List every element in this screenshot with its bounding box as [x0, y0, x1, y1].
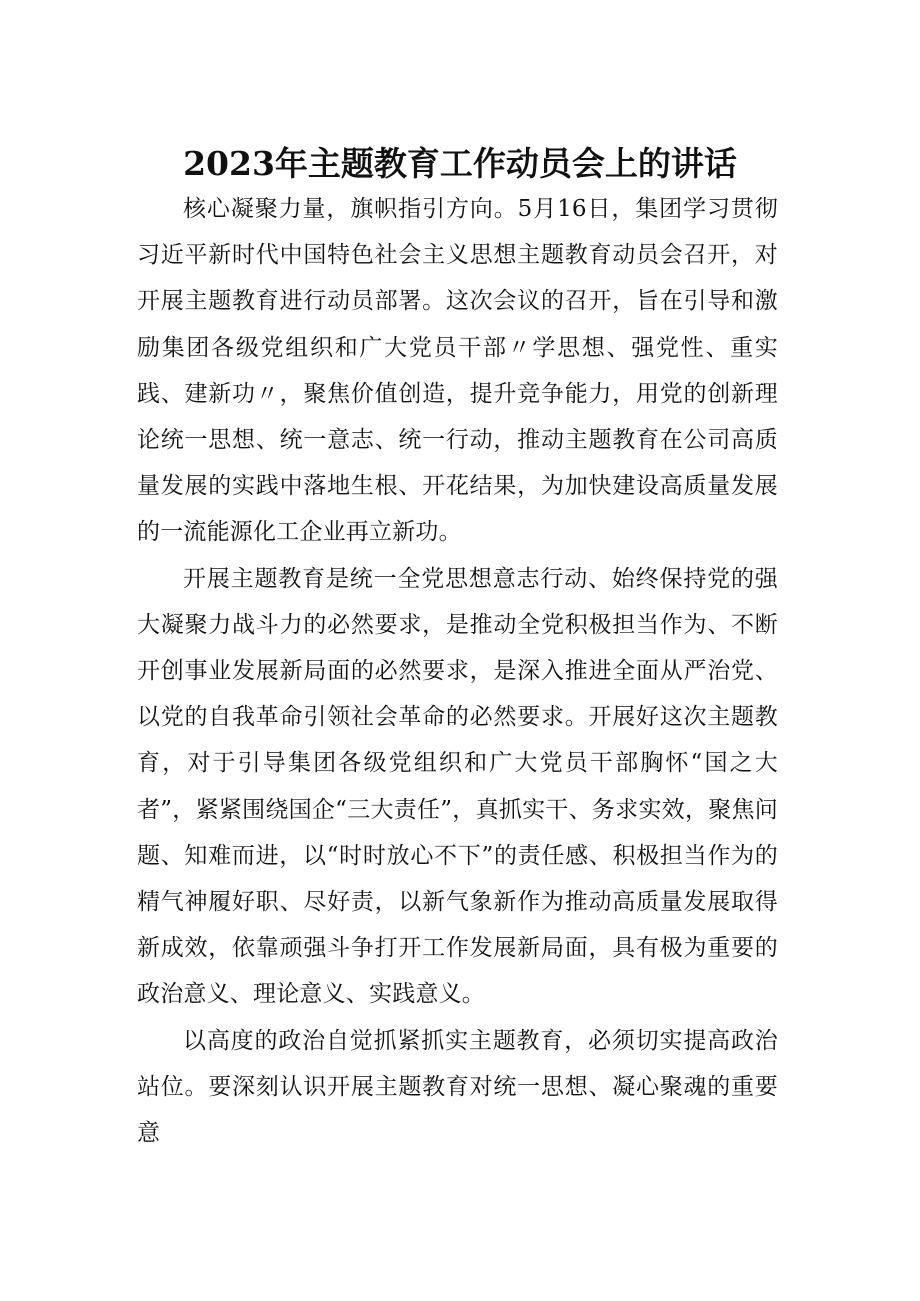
document-body	[137, 186, 778, 1156]
document-title: 2023年主题教育工作动员会上的讲话	[183, 144, 737, 183]
paragraph-2: 开展主题教育是统一全党思想意志行动、始终保持党的强大凝聚力战斗力的必然要求，是推动全党积极担当作为、不断开创事业发展新局面的必然要求，是深入推进全面从严治党、以党的自我革命引领社会革命的必然要求。开展好这次主题教育，对于引导集团各级党组织和广大党员干部胸怀“国之大者”，紧紧围绕国企“三大责任”，真抓实干、务求实效，聚焦问题、知难而进，以“时时放心不下”的责任感、积极担当作为的精气神履好职、尽好责，以新气象新作为推动高质量发展取得新成效，依靠顽强斗争打开工作发展新局面，具有极为重要的政治意义、理论意义、实践意义。	[137, 565, 778, 1008]
paragraph-3: 以高度的政治自觉抓紧抓实主题教育，必须切实提高政治站位。要深刻认识开展主题教育对统一思想、凝心聚魂的重要意	[137, 1027, 778, 1147]
paragraph-1: 核心凝聚力量，旗帜指引方向。5月16日，集团学习贯彻习近平新时代中国特色社会主义思想主题教育动员会召开，对开展主题教育进行动员部署。这次会议的召开，旨在引导和激励集团各级党组织和广大党员干部〃学思想、强党性、重实践、建新功〃，聚焦价值创造，提升竞争能力，用党的创新理论统一思想、统一意志、统一行动，推动主题教育在公司高质量发展的实践中落地生根、开花结果，为加快建设高质量发展的一流能源化工企业再立新功。	[137, 196, 778, 546]
